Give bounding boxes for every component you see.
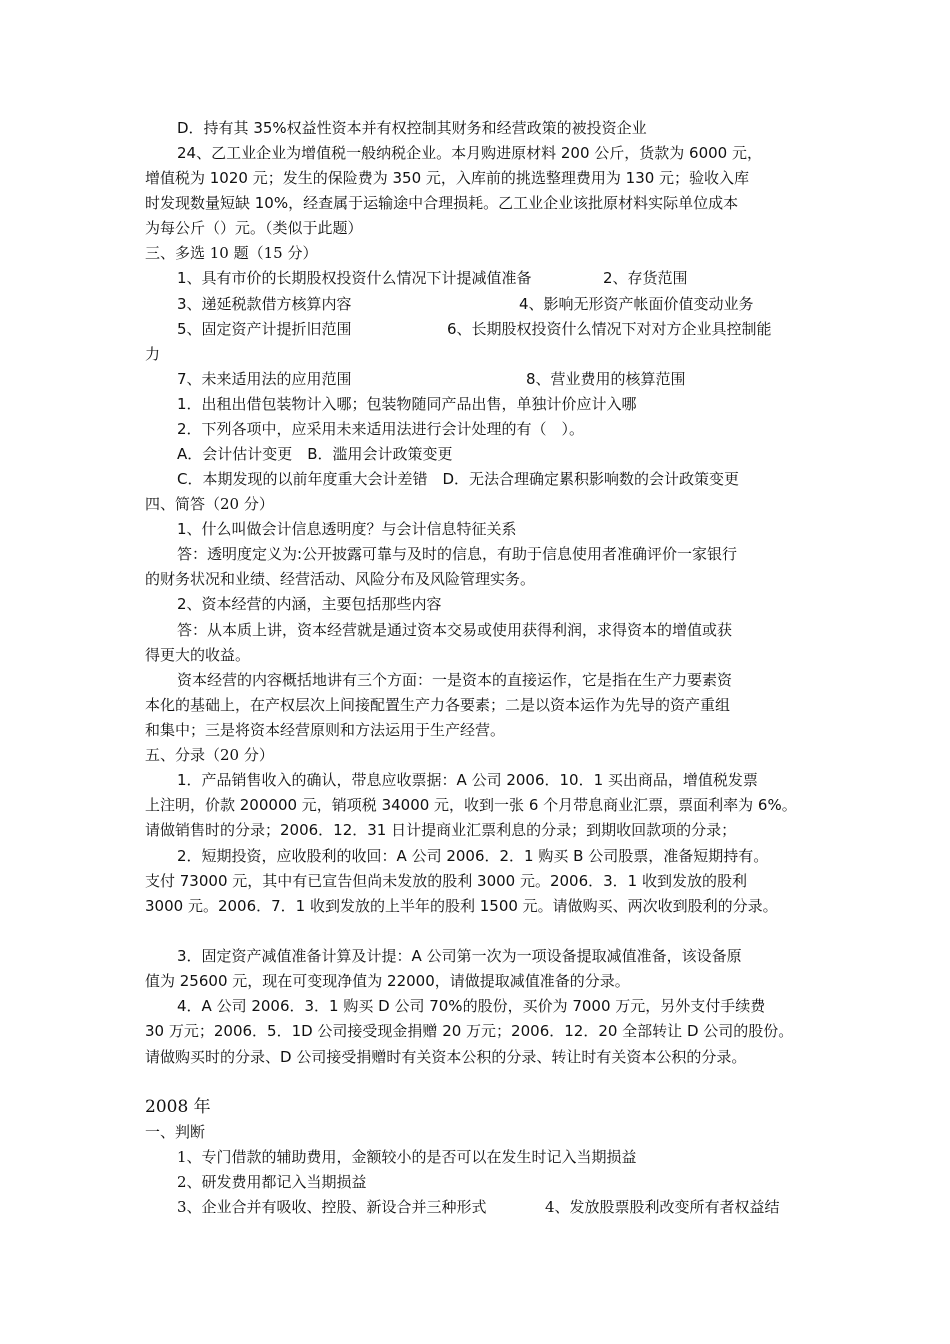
multi-item-7: 7、未来适用法的应用范围 xyxy=(177,370,352,388)
short-a1-line-2: 的财务状况和业绩、经营活动、风险分布及风险管理实务。 xyxy=(145,570,536,588)
entry-1-line-2: 上注明，价款 200000 元，销项税 34000 元，收到一张 6 个月带息商业汇票，票面利率为 6%。 xyxy=(145,796,797,814)
entry-4-line-1: 4．A 公司 2006．3．1 购买 D 公司 70%的股份，买价为 7000 万元，另外支付手续费 xyxy=(177,997,766,1015)
multi-item-3: 3、递延税款借方核算内容 xyxy=(177,295,352,313)
question-24-line-3: 时发现数量短缺 10%，经查属于运输途中合理损耗。乙工业企业该批原材料实际单位成本 xyxy=(145,194,739,212)
multi-q2-options-ab: A．会计估计变更 B．滥用会计政策变更 xyxy=(177,445,453,463)
option-d: D．持有其 35%权益性资本并有权控制其财务和经营政策的被投资企业 xyxy=(177,119,647,137)
short-a1-line-1: 答：透明度定义为:公开披露可靠与及时的信息，有助于信息使用者准确评价一家银行 xyxy=(177,545,738,563)
multi-item-6-cont: 力 xyxy=(145,345,161,363)
year-heading: 2008 年 xyxy=(145,1097,211,1117)
multi-item-4: 4、影响无形资产帐面价值变动业务 xyxy=(519,295,754,313)
question-24-line-1: 24、乙工业企业为增值税一般纳税企业。本月购进原材料 200 公斤，货款为 6000 元， xyxy=(177,144,762,162)
multi-q2: 2．下列各项中，应采用未来适用法进行会计处理的有（ ）。 xyxy=(177,420,585,438)
entry-1-line-3: 请做销售时的分录；2006．12．31 日计提商业汇票利息的分录；到期收回款项的分录； xyxy=(145,821,737,839)
short-q2: 2、资本经营的内涵，主要包括那些内容 xyxy=(177,595,442,613)
short-a2-line-2: 得更大的收益。 xyxy=(145,646,251,664)
multi-item-8: 8、营业费用的核算范围 xyxy=(526,370,686,388)
section-heading-judge: 一、判断 xyxy=(145,1123,206,1141)
section-heading-short: 四、简答（20 分） xyxy=(145,495,274,513)
multi-item-1: 1、具有市价的长期股权投资什么情况下计提减值准备 xyxy=(177,269,532,287)
judge-item-1: 1、专门借款的辅助费用，金额较小的是否可以在发生时记入当期损益 xyxy=(177,1148,637,1166)
short-a2-line-4: 本化的基础上，在产权层次上间接配置生产力各要素；二是以资本运作为先导的资产重组 xyxy=(145,696,731,714)
judge-item-3: 3、企业合并有吸收、控股、新设合并三种形式 xyxy=(177,1198,487,1216)
judge-item-4: 4、发放股票股利改变所有者权益结 xyxy=(545,1198,780,1216)
entry-2-line-1: 2．短期投资，应收股利的收回：A 公司 2006．2．1 购买 B 公司股票，准备短期持有。 xyxy=(177,847,769,865)
entry-2-line-3: 3000 元。2006．7．1 收到发放的上半年的股利 1500 元。请做购买、两次收到股利的分录。 xyxy=(145,897,778,915)
multi-q1: 1．出租出借包装物计入哪；包装物随同产品出售，单独计价应计入哪 xyxy=(177,395,637,413)
question-24-line-2: 增值税为 1020 元；发生的保险费为 350 元，入库前的挑选整理费用为 130 元；验收入库 xyxy=(145,169,750,187)
entry-3-line-1: 3．固定资产减值准备计算及计提：A 公司第一次为一项设备提取减值准备，该设备原 xyxy=(177,947,742,965)
entry-2-line-2: 支付 73000 元，其中有已宣告但尚未发放的股利 3000 元。2006．3．1 收到发放的股利 xyxy=(145,872,747,890)
short-a2-line-1: 答：从本质上讲，资本经营就是通过资本交易或使用获得利润，求得资本的增值或获 xyxy=(177,621,733,639)
multi-q2-options-cd: C．本期发现的以前年度重大会计差错 D．无法合理确定累积影响数的会计政策变更 xyxy=(177,470,740,488)
short-a2-line-5: 和集中；三是将资本经营原则和方法运用于生产经营。 xyxy=(145,721,506,739)
section-heading-multi: 三、多选 10 题（15 分） xyxy=(145,244,318,262)
judge-item-2: 2、研发费用都记入当期损益 xyxy=(177,1173,367,1191)
section-heading-entries: 五、分录（20 分） xyxy=(145,746,274,764)
short-q1: 1、什么叫做会计信息透明度？与会计信息特征关系 xyxy=(177,520,517,538)
short-a2-line-3: 资本经营的内容概括地讲有三个方面：一是资本的直接运作，它是指在生产力要素资 xyxy=(177,671,733,689)
multi-item-5: 5、固定资产计提折旧范围 xyxy=(177,320,352,338)
entry-1-line-1: 1．产品销售收入的确认，带息应收票据：A 公司 2006．10．1 买出商品，增值税发票 xyxy=(177,771,758,789)
question-24-line-4: 为每公斤（）元。（类似于此题） xyxy=(145,219,363,237)
entry-4-line-3: 请做购买时的分录、D 公司接受捐赠时有关资本公积的分录、转让时有关资本公积的分录。 xyxy=(145,1048,747,1066)
entry-4-line-2: 30 万元；2006．5．1D 公司接受现金捐赠 20 万元；2006．12．20 全部转让 D 公司的股份。 xyxy=(145,1022,794,1040)
multi-item-6: 6、长期股权投资什么情况下对对方企业具控制能 xyxy=(447,320,772,338)
multi-item-2: 2、存货范围 xyxy=(603,269,688,287)
entry-3-line-2: 值为 25600 元，现在可变现净值为 22000，请做提取减值准备的分录。 xyxy=(145,972,630,990)
